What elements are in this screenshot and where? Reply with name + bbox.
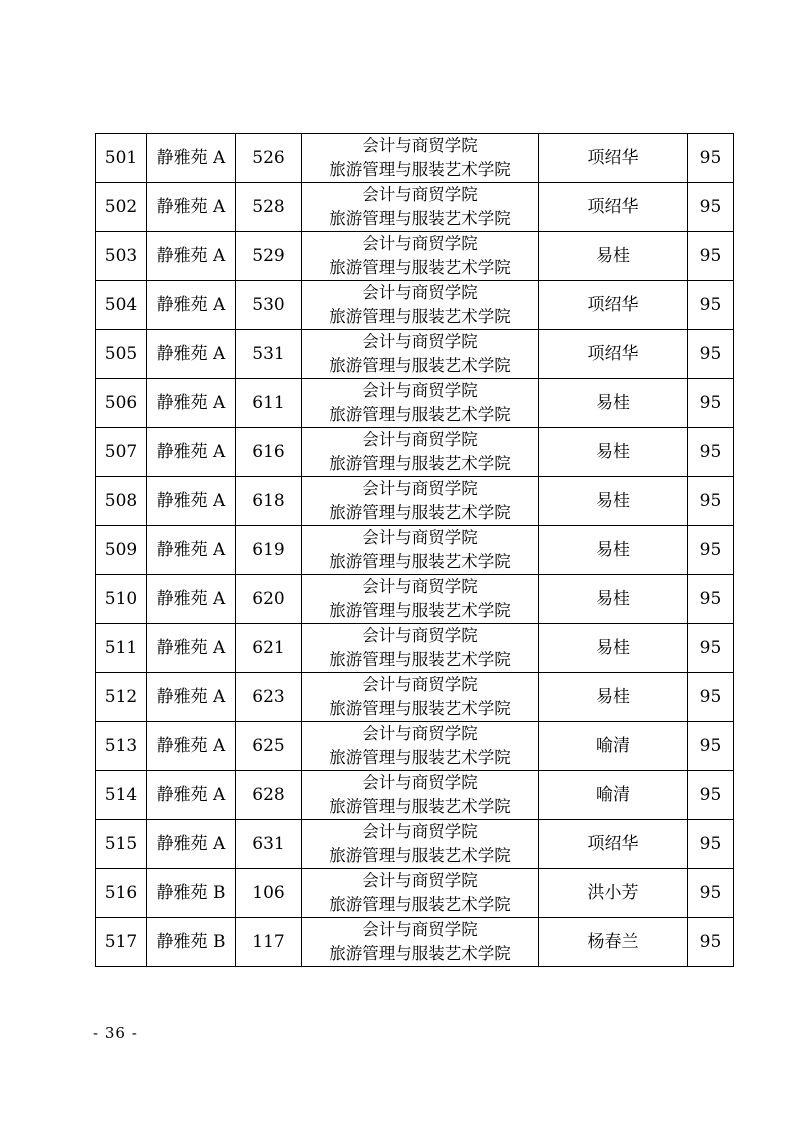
building-cell: 静雅苑 A [147, 379, 236, 428]
college-line-1: 会计与商贸学院 [362, 234, 478, 253]
row-number-cell: 514 [96, 771, 147, 820]
room-cell: 623 [236, 673, 302, 722]
person-name-cell: 易桂 [539, 673, 688, 722]
row-number-cell: 503 [96, 232, 147, 281]
score-cell: 95 [688, 869, 734, 918]
row-number-cell: 510 [96, 575, 147, 624]
row-number-cell: 515 [96, 820, 147, 869]
table-row [96, 134, 734, 183]
page-number: - 36 - [93, 1024, 138, 1042]
person-name-cell: 项绍华 [539, 183, 688, 232]
score-cell: 95 [688, 428, 734, 477]
table-row [96, 330, 734, 379]
college-line-2: 旅游管理与服装艺术学院 [329, 797, 511, 816]
college-line-1: 会计与商贸学院 [362, 871, 478, 890]
table-row [96, 575, 734, 624]
college-line-2: 旅游管理与服装艺术学院 [329, 944, 511, 963]
college-line-2: 旅游管理与服装艺术学院 [329, 748, 511, 767]
college-line-1: 会计与商贸学院 [362, 430, 478, 449]
room-cell: 616 [236, 428, 302, 477]
college-line-2: 旅游管理与服装艺术学院 [329, 699, 511, 718]
college-line-2: 旅游管理与服装艺术学院 [329, 601, 511, 620]
table-body [96, 134, 734, 967]
building-cell: 静雅苑 A [147, 624, 236, 673]
college-line-1: 会计与商贸学院 [362, 283, 478, 302]
college-cell [302, 330, 539, 379]
room-cell: 628 [236, 771, 302, 820]
college-cell [302, 673, 539, 722]
table-row [96, 428, 734, 477]
person-name-cell: 项绍华 [539, 820, 688, 869]
building-cell: 静雅苑 B [147, 918, 236, 967]
room-cell: 528 [236, 183, 302, 232]
row-number-cell: 513 [96, 722, 147, 771]
college-cell [302, 379, 539, 428]
college-cell [302, 526, 539, 575]
college-cell [302, 722, 539, 771]
table-row [96, 526, 734, 575]
row-number-cell: 516 [96, 869, 147, 918]
table-row [96, 183, 734, 232]
building-cell: 静雅苑 A [147, 771, 236, 820]
building-cell: 静雅苑 A [147, 722, 236, 771]
room-cell: 618 [236, 477, 302, 526]
row-number-cell: 502 [96, 183, 147, 232]
college-line-2: 旅游管理与服装艺术学院 [329, 258, 511, 277]
room-cell: 531 [236, 330, 302, 379]
row-number-cell: 504 [96, 281, 147, 330]
college-cell [302, 134, 539, 183]
college-cell [302, 281, 539, 330]
college-cell [302, 232, 539, 281]
score-cell: 95 [688, 183, 734, 232]
person-name-cell: 喻清 [539, 771, 688, 820]
college-line-1: 会计与商贸学院 [362, 381, 478, 400]
college-cell [302, 918, 539, 967]
college-cell [302, 869, 539, 918]
score-cell: 95 [688, 134, 734, 183]
row-number-cell: 517 [96, 918, 147, 967]
college-line-1: 会计与商贸学院 [362, 185, 478, 204]
person-name-cell: 易桂 [539, 575, 688, 624]
college-line-2: 旅游管理与服装艺术学院 [329, 454, 511, 473]
score-cell: 95 [688, 526, 734, 575]
college-line-1: 会计与商贸学院 [362, 479, 478, 498]
building-cell: 静雅苑 A [147, 183, 236, 232]
room-cell: 106 [236, 869, 302, 918]
building-cell: 静雅苑 A [147, 428, 236, 477]
room-cell: 530 [236, 281, 302, 330]
college-line-2: 旅游管理与服装艺术学院 [329, 503, 511, 522]
building-cell: 静雅苑 A [147, 575, 236, 624]
college-cell [302, 183, 539, 232]
college-line-2: 旅游管理与服装艺术学院 [329, 846, 511, 865]
score-cell: 95 [688, 281, 734, 330]
row-number-cell: 508 [96, 477, 147, 526]
room-cell: 611 [236, 379, 302, 428]
college-line-1: 会计与商贸学院 [362, 920, 478, 939]
college-line-2: 旅游管理与服装艺术学院 [329, 160, 511, 179]
room-cell: 526 [236, 134, 302, 183]
row-number-cell: 511 [96, 624, 147, 673]
person-name-cell: 易桂 [539, 232, 688, 281]
building-cell: 静雅苑 A [147, 477, 236, 526]
score-cell: 95 [688, 477, 734, 526]
person-name-cell: 项绍华 [539, 134, 688, 183]
table-row [96, 379, 734, 428]
person-name-cell: 易桂 [539, 428, 688, 477]
college-line-2: 旅游管理与服装艺术学院 [329, 356, 511, 375]
building-cell: 静雅苑 A [147, 526, 236, 575]
table-row [96, 477, 734, 526]
row-number-cell: 506 [96, 379, 147, 428]
college-cell [302, 477, 539, 526]
room-cell: 117 [236, 918, 302, 967]
table-row [96, 771, 734, 820]
room-cell: 619 [236, 526, 302, 575]
building-cell: 静雅苑 A [147, 232, 236, 281]
score-cell: 95 [688, 918, 734, 967]
college-line-1: 会计与商贸学院 [362, 626, 478, 645]
college-cell [302, 624, 539, 673]
table-row [96, 918, 734, 967]
table-row [96, 624, 734, 673]
score-cell: 95 [688, 575, 734, 624]
person-name-cell: 洪小芳 [539, 869, 688, 918]
building-cell: 静雅苑 A [147, 330, 236, 379]
building-cell: 静雅苑 A [147, 673, 236, 722]
person-name-cell: 喻清 [539, 722, 688, 771]
score-cell: 95 [688, 379, 734, 428]
college-line-2: 旅游管理与服装艺术学院 [329, 650, 511, 669]
college-line-1: 会计与商贸学院 [362, 675, 478, 694]
row-number-cell: 512 [96, 673, 147, 722]
row-number-cell: 507 [96, 428, 147, 477]
college-line-2: 旅游管理与服装艺术学院 [329, 307, 511, 326]
college-line-2: 旅游管理与服装艺术学院 [329, 895, 511, 914]
score-cell: 95 [688, 232, 734, 281]
row-number-cell: 505 [96, 330, 147, 379]
college-line-1: 会计与商贸学院 [362, 528, 478, 547]
college-line-2: 旅游管理与服装艺术学院 [329, 405, 511, 424]
person-name-cell: 易桂 [539, 379, 688, 428]
person-name-cell: 项绍华 [539, 281, 688, 330]
score-cell: 95 [688, 771, 734, 820]
score-cell: 95 [688, 330, 734, 379]
score-cell: 95 [688, 673, 734, 722]
score-cell: 95 [688, 820, 734, 869]
college-line-1: 会计与商贸学院 [362, 136, 478, 155]
person-name-cell: 易桂 [539, 477, 688, 526]
college-cell [302, 820, 539, 869]
score-cell: 95 [688, 624, 734, 673]
building-cell: 静雅苑 A [147, 281, 236, 330]
person-name-cell: 易桂 [539, 624, 688, 673]
college-line-1: 会计与商贸学院 [362, 724, 478, 743]
college-line-1: 会计与商贸学院 [362, 577, 478, 596]
college-line-2: 旅游管理与服装艺术学院 [329, 209, 511, 228]
room-cell: 529 [236, 232, 302, 281]
college-line-1: 会计与商贸学院 [362, 822, 478, 841]
college-cell [302, 428, 539, 477]
table-row [96, 281, 734, 330]
score-cell: 95 [688, 722, 734, 771]
row-number-cell: 509 [96, 526, 147, 575]
room-cell: 621 [236, 624, 302, 673]
room-cell: 631 [236, 820, 302, 869]
college-line-1: 会计与商贸学院 [362, 332, 478, 351]
building-cell: 静雅苑 A [147, 134, 236, 183]
college-line-2: 旅游管理与服装艺术学院 [329, 552, 511, 571]
room-cell: 625 [236, 722, 302, 771]
building-cell: 静雅苑 B [147, 869, 236, 918]
row-number-cell: 501 [96, 134, 147, 183]
table-row [96, 820, 734, 869]
college-line-1: 会计与商贸学院 [362, 773, 478, 792]
table-row [96, 722, 734, 771]
college-cell [302, 771, 539, 820]
person-name-cell: 项绍华 [539, 330, 688, 379]
table-row [96, 869, 734, 918]
room-cell: 620 [236, 575, 302, 624]
person-name-cell: 易桂 [539, 526, 688, 575]
person-name-cell: 杨春兰 [539, 918, 688, 967]
table-row [96, 673, 734, 722]
college-cell [302, 575, 539, 624]
building-cell: 静雅苑 A [147, 820, 236, 869]
dormitory-score-table [95, 133, 734, 967]
table-row [96, 232, 734, 281]
